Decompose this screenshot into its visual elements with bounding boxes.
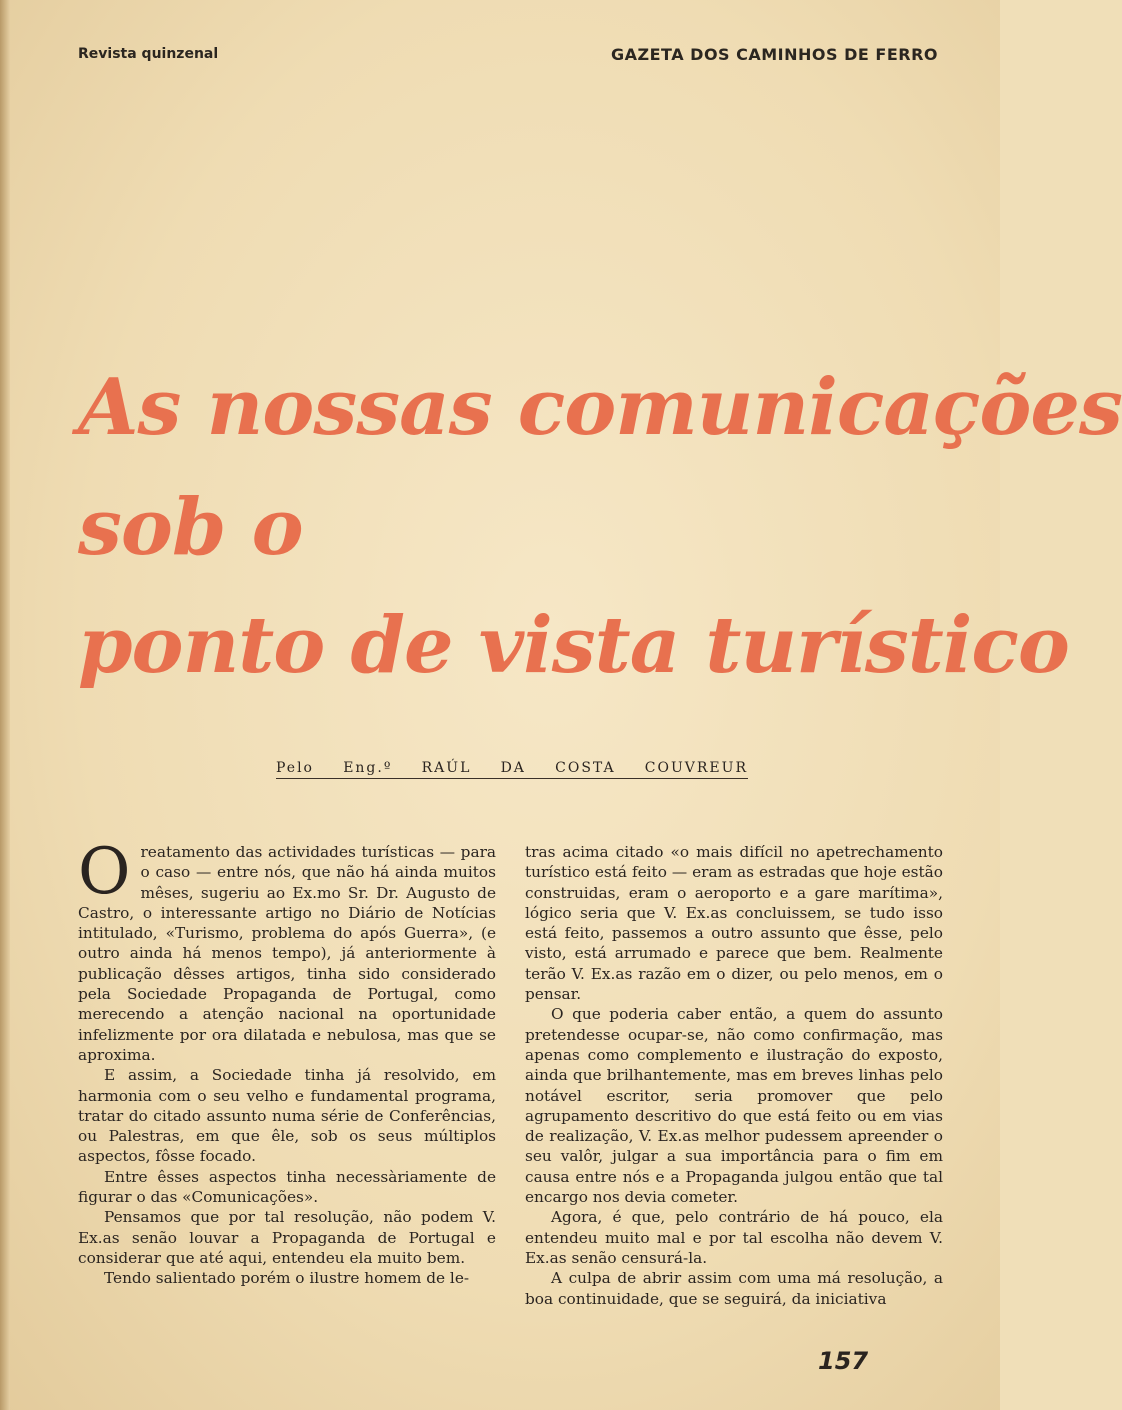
byline-word: Pelo	[276, 760, 314, 776]
page-number: 157	[818, 1347, 869, 1375]
header-publication-frequency: Revista quinzenal	[78, 46, 219, 62]
article-title-line-3: ponto de vista turístico	[78, 600, 1069, 691]
article-paragraph: E assim, a Sociedade tinha já resolvido, em harmonia com o seu velho e fundamental programa, tratar do citado assunto numa série de Conferências, ou Palestras, em que êle, sob os seus múltiplos aspectos, fôsse focado.	[78, 1066, 496, 1166]
author-byline	[276, 760, 748, 779]
byline-word: RAÚL	[421, 760, 472, 776]
page-binding-edge	[0, 0, 10, 1410]
drop-cap: O	[78, 835, 131, 909]
article-paragraph: Agora, é que, pelo contrário de há pouco, ela entendeu muito mal e por tal escolha não devem V. Ex.as senão censurá-la.	[525, 1208, 943, 1267]
article-paragraph: Entre êsses aspectos tinha necessàriamente de figurar o das «Comunicações».	[78, 1167, 496, 1207]
article-paragraph: Tendo salientado porém o ilustre homem de le-	[104, 1269, 470, 1288]
article-paragraph: reatamento das actividades turísticas — para o caso — entre nós, que não há ainda muitos mêses, sugeriu ao Ex.mo Sr. Dr. Augusto de Castro, o interessante artigo no Diário de Notícias intitulado, «Turismo, problema do após Guerra», (e outro ainda há menos tempo), já anteriormente à publicação dêsses artigos, tinha sido considerado pela Sociedade Propaganda de Portugal, como merecendo a atenção nacional na oportunidade infelizmente por ora dilatada e nebulosa, mas que se aproxima.	[78, 843, 496, 1064]
header-magazine-title: GAZETA DOS CAMINHOS DE FERRO	[610, 45, 938, 64]
article-paragraph: A culpa de abrir assim com uma má resolução, a boa continuidade, que se seguirá, da iniciativa	[525, 1269, 943, 1308]
article-title-line-2: sob o	[78, 482, 303, 573]
byline-word: Eng.º	[343, 760, 393, 776]
article-column-right	[525, 842, 943, 1309]
article-paragraph: Pensamos que por tal resolução, não podem V. Ex.as senão louvar a Propaganda de Portugal e considerar que até aqui, entendeu ela muito bem.	[78, 1208, 496, 1267]
article-title-line-1: As nossas comunicações	[78, 362, 1122, 453]
article-column-left	[78, 835, 496, 1289]
article-paragraph: O que poderia caber então, a quem do assunto pretendesse ocupar-se, não como confirmação, mas apenas como complemento e ilustração do exposto, ainda que brilhantemente, mas em breves linhas pelo notável escritor, seria promover que pelo agrupamento descritivo do que está feito ou em vias de realização, V. Ex.as melhor pudessem apreender o seu valôr, julgar a sua importância para o fim em causa entre nós e a Propaganda julgou então que tal encargo nos devia cometer.	[525, 1005, 943, 1207]
byline-word: DA	[500, 760, 526, 776]
byline-word: COSTA	[555, 760, 616, 776]
byline-word: COUVREUR	[644, 760, 748, 776]
article-paragraph: tras acima citado «o mais difícil no apetrechamento turístico está feito — eram as estradas que hoje estão construidas, eram o aeroporto e a gare marítima», lógico seria que V. Ex.as concluissem, se tudo isso está feito, passemos a outro assunto que êsse, pelo visto, está arrumado e parece que bem. Realmente terão V. Ex.as razão em o dizer, ou pelo menos, em o pensar.	[525, 843, 943, 1004]
